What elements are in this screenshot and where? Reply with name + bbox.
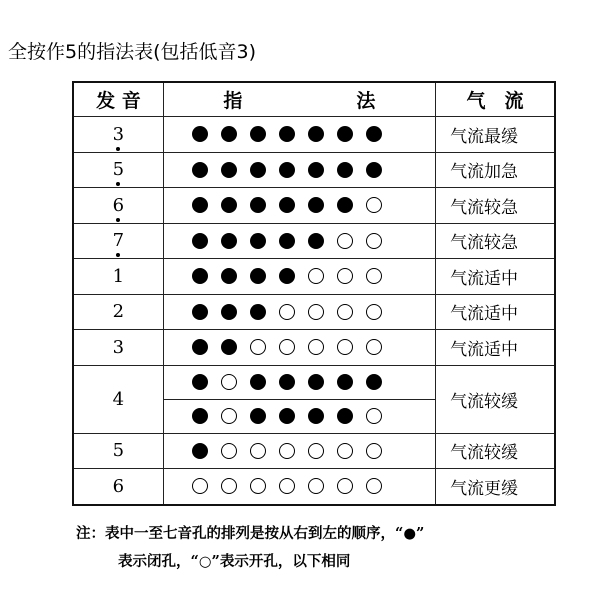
pitch-cell [73, 433, 163, 469]
low-octave-dot-icon [116, 147, 120, 151]
low-octave-dot-icon [116, 253, 120, 257]
closed-hole-icon [250, 408, 266, 424]
fingering-cell [163, 223, 435, 259]
airflow-cell: 气流较急 [436, 188, 555, 224]
pitch-number: 5 [113, 159, 124, 180]
closed-hole-icon [192, 339, 208, 355]
fingering-holes [164, 126, 435, 142]
page-title: 全按作5的指法表(包括低音3) [8, 41, 257, 63]
pitch-cell [73, 152, 163, 188]
pitch-number: 7 [113, 230, 124, 251]
open-hole-icon [337, 233, 353, 249]
airflow-cell: 气流较缓 [436, 365, 555, 433]
closed-hole-icon [192, 233, 208, 249]
closed-hole-icon [250, 126, 266, 142]
header-airflow: 气 流 [436, 82, 555, 117]
pitch-number: 6 [113, 195, 124, 216]
fingering-holes [164, 304, 435, 320]
closed-hole-icon [308, 233, 324, 249]
closed-hole-icon [337, 408, 353, 424]
pitch-cell [73, 223, 163, 259]
closed-hole-icon [366, 162, 382, 178]
closed-hole-icon [279, 408, 295, 424]
fingering-cell [163, 152, 435, 188]
closed-hole-icon [192, 126, 208, 142]
airflow-cell: 气流较急 [436, 223, 555, 259]
open-hole-icon [366, 233, 382, 249]
closed-hole-icon [337, 374, 353, 390]
pitch-cell [73, 294, 163, 330]
open-hole-icon [221, 408, 237, 424]
airflow-cell: 气流加急 [436, 152, 555, 188]
open-hole-icon [366, 408, 382, 424]
table-row [73, 117, 555, 153]
open-hole-icon [308, 268, 324, 284]
airflow-cell: 气流最缓 [436, 117, 555, 153]
closed-hole-icon [221, 197, 237, 213]
closed-hole-icon [279, 268, 295, 284]
closed-hole-icon [192, 443, 208, 459]
open-hole-icon [308, 478, 324, 494]
closed-hole-icon [279, 374, 295, 390]
closed-hole-icon [192, 197, 208, 213]
table-row [73, 330, 555, 366]
closed-hole-icon [337, 126, 353, 142]
open-hole-icon [366, 478, 382, 494]
closed-hole-icon [308, 162, 324, 178]
open-hole-icon [279, 443, 295, 459]
open-hole-icon [250, 339, 266, 355]
open-hole-icon [337, 339, 353, 355]
closed-hole-icon [221, 162, 237, 178]
fingering-holes [164, 268, 435, 284]
table-row [73, 433, 555, 469]
open-hole-icon [221, 374, 237, 390]
airflow-cell: 气流适中 [436, 294, 555, 330]
fingering-cell [163, 330, 435, 366]
closed-hole-icon [192, 162, 208, 178]
closed-hole-icon [366, 374, 382, 390]
airflow-cell: 气流更缓 [436, 469, 555, 505]
open-hole-icon [366, 339, 382, 355]
closed-hole-icon [308, 408, 324, 424]
closed-hole-icon [250, 374, 266, 390]
pitch-number: 3 [113, 124, 124, 145]
open-hole-icon [308, 443, 324, 459]
fingering-holes [164, 197, 435, 213]
fingering-cell [163, 365, 435, 433]
open-hole-icon [337, 478, 353, 494]
closed-hole-icon [308, 126, 324, 142]
open-hole-icon [366, 304, 382, 320]
closed-hole-icon [250, 197, 266, 213]
closed-hole-icon [279, 162, 295, 178]
open-hole-icon [308, 339, 324, 355]
closed-hole-icon [192, 374, 208, 390]
airflow-cell: 气流适中 [436, 259, 555, 295]
closed-hole-icon [221, 233, 237, 249]
fingering-table [72, 81, 556, 506]
open-hole-icon [221, 443, 237, 459]
open-hole-icon [250, 443, 266, 459]
pitch-cell [73, 259, 163, 295]
open-hole-icon [308, 304, 324, 320]
airflow-cell: 气流较缓 [436, 433, 555, 469]
closed-hole-icon [279, 233, 295, 249]
footnote-line-2: 表示闭孔，“○”表示开孔，以下相同 [118, 553, 351, 570]
pitch-number: 4 [112, 388, 125, 410]
closed-hole-icon [337, 162, 353, 178]
fingering-holes [164, 478, 435, 494]
open-hole-icon [250, 478, 266, 494]
fingering-cell [163, 294, 435, 330]
table-row [73, 259, 555, 295]
closed-hole-icon [250, 233, 266, 249]
fingering-cell [163, 188, 435, 224]
table-row [73, 152, 555, 188]
closed-hole-icon [192, 408, 208, 424]
pitch-cell [73, 188, 163, 224]
closed-hole-icon [308, 374, 324, 390]
open-hole-icon [366, 443, 382, 459]
pitch-cell [73, 330, 163, 366]
table-row [73, 188, 555, 224]
pitch-cell [73, 365, 163, 433]
closed-hole-icon [366, 126, 382, 142]
low-octave-dot-icon [116, 182, 120, 186]
closed-hole-icon [250, 162, 266, 178]
closed-hole-icon [221, 126, 237, 142]
pitch-cell [73, 117, 163, 153]
pitch-number: 3 [112, 336, 125, 358]
open-hole-icon [192, 478, 208, 494]
closed-hole-icon [221, 268, 237, 284]
pitch-number: 6 [112, 475, 125, 497]
table-row [73, 223, 555, 259]
fingering-holes [164, 374, 382, 390]
fingering-holes [164, 339, 435, 355]
open-hole-icon [279, 304, 295, 320]
footnote-line-1: 注：表中一至七音孔的排列是按从右到左的顺序，“●” [76, 525, 425, 542]
pitch-number: 1 [112, 265, 125, 287]
closed-hole-icon [250, 268, 266, 284]
airflow-cell: 气流适中 [436, 330, 555, 366]
open-hole-icon [366, 268, 382, 284]
closed-hole-icon [337, 197, 353, 213]
open-hole-icon [337, 443, 353, 459]
closed-hole-icon [250, 304, 266, 320]
pitch-cell [73, 469, 163, 505]
open-hole-icon [366, 197, 382, 213]
closed-hole-icon [192, 268, 208, 284]
fingering-holes [164, 233, 435, 249]
table-body [73, 117, 555, 505]
fingering-holes [164, 408, 382, 424]
fingering-cell [163, 469, 435, 505]
low-octave-dot-icon [116, 218, 120, 222]
table-row [73, 469, 555, 505]
fingering-cell [163, 433, 435, 469]
open-hole-icon [337, 268, 353, 284]
fingering-cell [163, 117, 435, 153]
table-row [73, 294, 555, 330]
open-hole-icon [279, 339, 295, 355]
header-fingering: 指 法 [163, 82, 435, 117]
table-row [73, 365, 555, 433]
closed-hole-icon [308, 197, 324, 213]
closed-hole-icon [192, 304, 208, 320]
open-hole-icon [279, 478, 295, 494]
open-hole-icon [337, 304, 353, 320]
closed-hole-icon [221, 339, 237, 355]
fingering-holes [164, 443, 435, 459]
closed-hole-icon [279, 197, 295, 213]
header-pitch: 发 音 [73, 82, 163, 117]
pitch-number: 5 [112, 440, 125, 462]
pitch-number: 2 [112, 301, 125, 323]
fingering-cell [163, 259, 435, 295]
table-header-row [73, 82, 555, 117]
closed-hole-icon [279, 126, 295, 142]
fingering-holes [164, 162, 435, 178]
closed-hole-icon [221, 304, 237, 320]
open-hole-icon [221, 478, 237, 494]
